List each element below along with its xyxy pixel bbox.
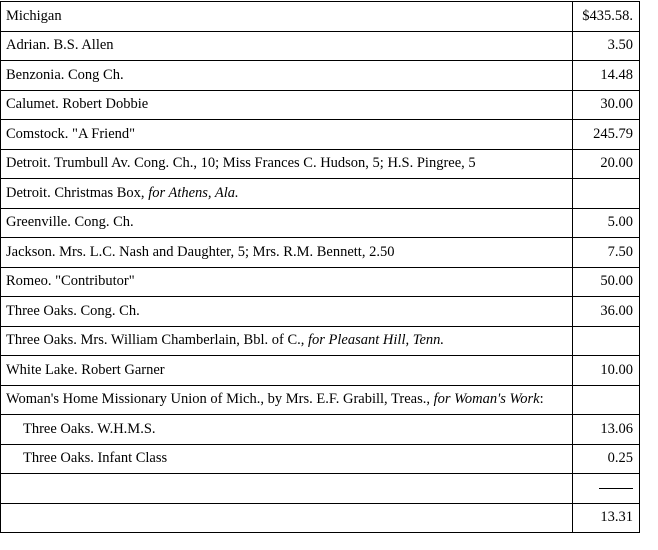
row-amount [573, 179, 640, 209]
row-description: Calumet. Robert Dobbie [1, 90, 573, 120]
description-suffix: : [539, 391, 544, 408]
row-amount: 13.06 [573, 415, 640, 445]
row-amount: 3.50 [573, 31, 640, 61]
row-description: White Lake. Robert Garner [1, 356, 573, 386]
row-amount: $435.58. [573, 2, 640, 32]
table-row [1, 385, 640, 415]
description-italic: for Athens, Ala. [148, 184, 239, 201]
table-row [1, 149, 640, 179]
row-amount: 7.50 [573, 238, 640, 268]
table-row [1, 444, 640, 474]
table-row [1, 61, 640, 91]
row-amount: 36.00 [573, 297, 640, 327]
row-description [1, 179, 573, 209]
table-row [1, 356, 640, 386]
description-text: Three Oaks. Mrs. William Chamberlain, Bbl. of C., [6, 332, 305, 349]
row-description: Three Oaks. Infant Class [1, 444, 573, 474]
table-row [1, 31, 640, 61]
row-amount: 0.25 [573, 444, 640, 474]
row-description: Three Oaks. Cong. Ch. [1, 297, 573, 327]
table-row [1, 474, 640, 504]
row-description: Adrian. B.S. Allen [1, 31, 573, 61]
description-italic: for Pleasant Hill, Tenn. [308, 332, 445, 349]
table-row [1, 297, 640, 327]
table-row [1, 415, 640, 445]
description-text: Detroit. Christmas Box, [6, 184, 145, 201]
row-description: Romeo. "Contributor" [1, 267, 573, 297]
row-description: Three Oaks. W.H.M.S. [1, 415, 573, 445]
row-total-amount: 13.31 [573, 503, 640, 533]
table-row [1, 238, 640, 268]
table-row [1, 503, 640, 533]
row-description: Michigan [1, 2, 573, 32]
row-amount: 50.00 [573, 267, 640, 297]
table-row [1, 179, 640, 209]
row-description: Greenville. Cong. Ch. [1, 208, 573, 238]
row-description: Detroit. Trumbull Av. Cong. Ch., 10; Miss Frances C. Hudson, 5; H.S. Pingree, 5 [1, 149, 573, 179]
row-description [1, 385, 573, 415]
row-amount [573, 474, 640, 504]
table-row [1, 90, 640, 120]
row-description: Jackson. Mrs. L.C. Nash and Daughter, 5; Mrs. R.M. Bennett, 2.50 [1, 238, 573, 268]
row-description [1, 474, 573, 504]
sum-rule [599, 488, 633, 489]
row-amount: 20.00 [573, 149, 640, 179]
table-row [1, 326, 640, 356]
row-description: Benzonia. Cong Ch. [1, 61, 573, 91]
description-text: Woman's Home Missionary Union of Mich., by Mrs. E.F. Grabill, Treas., [6, 391, 430, 408]
row-description: Comstock. "A Friend" [1, 120, 573, 150]
description-italic: for Woman's Work [433, 391, 540, 408]
row-amount [573, 385, 640, 415]
row-description [1, 326, 573, 356]
row-amount: 10.00 [573, 356, 640, 386]
row-description [1, 503, 573, 533]
row-amount: 5.00 [573, 208, 640, 238]
table-row [1, 120, 640, 150]
row-amount [573, 326, 640, 356]
row-amount: 245.79 [573, 120, 640, 150]
table-row [1, 208, 640, 238]
table-row [1, 2, 640, 32]
table-row [1, 267, 640, 297]
contributions-table [0, 1, 640, 533]
row-amount: 14.48 [573, 61, 640, 91]
row-amount: 30.00 [573, 90, 640, 120]
